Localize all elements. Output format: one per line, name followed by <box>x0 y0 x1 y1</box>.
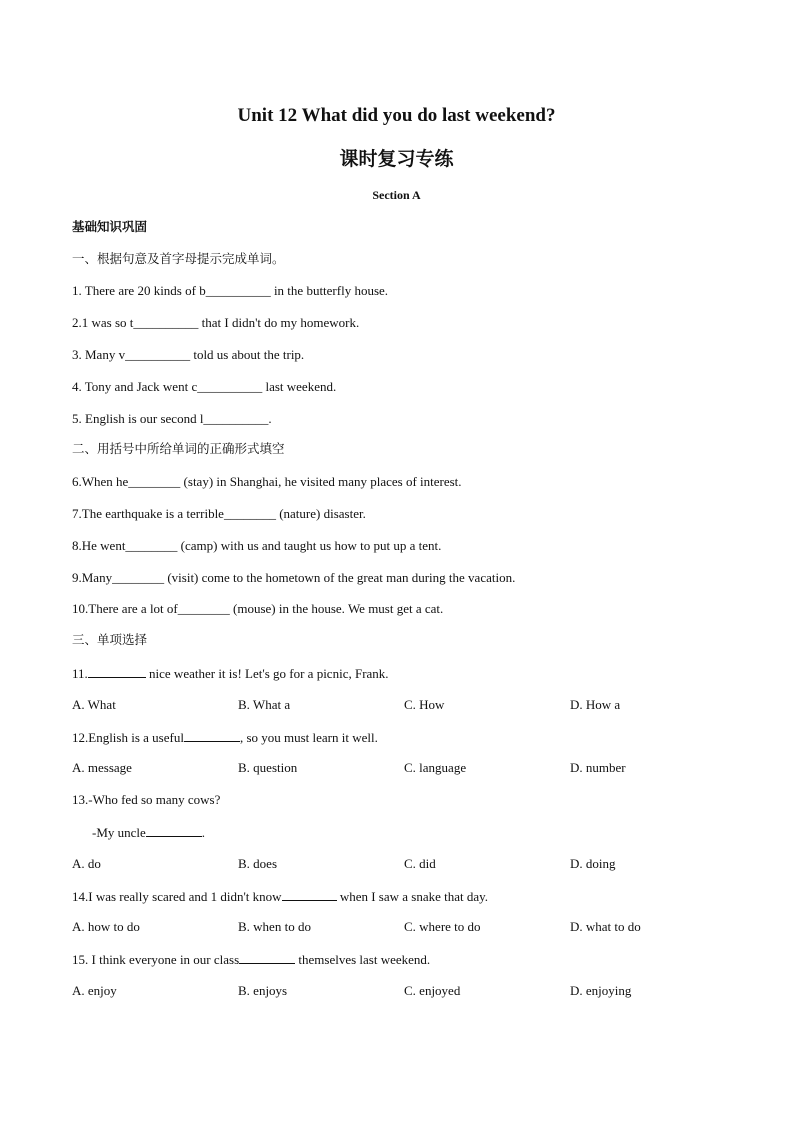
question-9: 9.Many________ (visit) come to the hometown of the great man during the vacation. <box>72 570 516 585</box>
question-5: 5. English is our second l__________. <box>72 411 272 426</box>
question-11-suffix: nice weather it is! Let's go for a picnic, Frank. <box>145 666 389 681</box>
question-8: 8.He went________ (camp) with us and taught us how to put up a tent. <box>72 538 442 553</box>
q14-option-d: D. what to do <box>570 919 641 934</box>
question-13: 13.-Who fed so many cows? <box>72 792 221 807</box>
part1-instruction: 一、根据句意及首字母提示完成单词。 <box>72 251 285 266</box>
page-title: Unit 12 What did you do last weekend? <box>237 105 556 126</box>
question-7: 7.The earthquake is a terrible________ (nature) disaster. <box>72 506 366 521</box>
part2-instruction: 二、用括号中所给单词的正确形式填空 <box>72 441 285 456</box>
answer-blank <box>88 665 146 678</box>
question-4: 4. Tony and Jack went c__________ last weekend. <box>72 379 337 394</box>
answer-blank <box>146 824 202 837</box>
q15-option-c: C. enjoyed <box>404 983 461 998</box>
question-1: 1. There are 20 kinds of b__________ in the butterfly house. <box>72 283 389 298</box>
q15-option-b: B. enjoys <box>238 983 288 998</box>
q13-option-c: C. did <box>404 856 436 871</box>
question-12 <box>72 729 378 746</box>
question-11-prefix: 11. <box>72 666 88 681</box>
q12-option-a: A. message <box>72 760 132 775</box>
q15-option-d: D. enjoying <box>570 983 632 998</box>
q12-option-d: D. number <box>570 760 626 775</box>
page-subtitle: 课时复习专练 <box>339 148 454 170</box>
question-11 <box>72 665 389 682</box>
q11-option-d: D. How a <box>570 697 621 712</box>
q15-option-a: A. enjoy <box>72 983 117 998</box>
question-14-suffix: when I saw a snake that day. <box>336 889 489 904</box>
question-15 <box>72 951 430 968</box>
answer-blank <box>282 888 337 901</box>
question-13-prefix: -My uncle <box>92 825 146 840</box>
q12-option-b: B. question <box>238 760 298 775</box>
question-2: 2.1 was so t__________ that I didn't do my homework. <box>72 315 360 330</box>
q14-option-c: C. where to do <box>404 919 481 934</box>
q14-option-a: A. how to do <box>72 919 140 934</box>
q13-option-d: D. doing <box>570 856 616 871</box>
question-14-prefix: 14.I was really scared and 1 didn't know <box>72 889 282 904</box>
question-15-prefix: 15. I think everyone in our class <box>72 952 240 967</box>
q14-option-b: B. when to do <box>238 919 311 934</box>
part3-instruction: 三、单项选择 <box>72 632 148 647</box>
answer-blank <box>184 729 240 742</box>
question-14 <box>72 888 488 905</box>
answer-blank <box>239 951 295 964</box>
q13-option-b: B. does <box>238 856 277 871</box>
question-10: 10.There are a lot of________ (mouse) in the house. We must get a cat. <box>72 601 444 616</box>
question-12-suffix: , so you must learn it well. <box>239 730 378 745</box>
section-label: Section A <box>372 188 421 202</box>
question-15-suffix: themselves last weekend. <box>295 952 431 967</box>
question-12-prefix: 12.English is a useful <box>72 730 184 745</box>
q13-option-a: A. do <box>72 856 101 871</box>
q11-option-c: C. How <box>404 697 445 712</box>
q11-option-a: A. What <box>72 697 116 712</box>
question-13-suffix: . <box>201 825 206 840</box>
question-3: 3. Many v__________ told us about the trip. <box>72 347 305 362</box>
question-6: 6.When he________ (stay) in Shanghai, he visited many places of interest. <box>72 474 462 489</box>
question-13-answer-line <box>92 824 205 841</box>
heading-basic-knowledge: 基础知识巩固 <box>72 219 148 234</box>
q12-option-c: C. language <box>404 760 467 775</box>
q11-option-b: B. What a <box>238 697 291 712</box>
